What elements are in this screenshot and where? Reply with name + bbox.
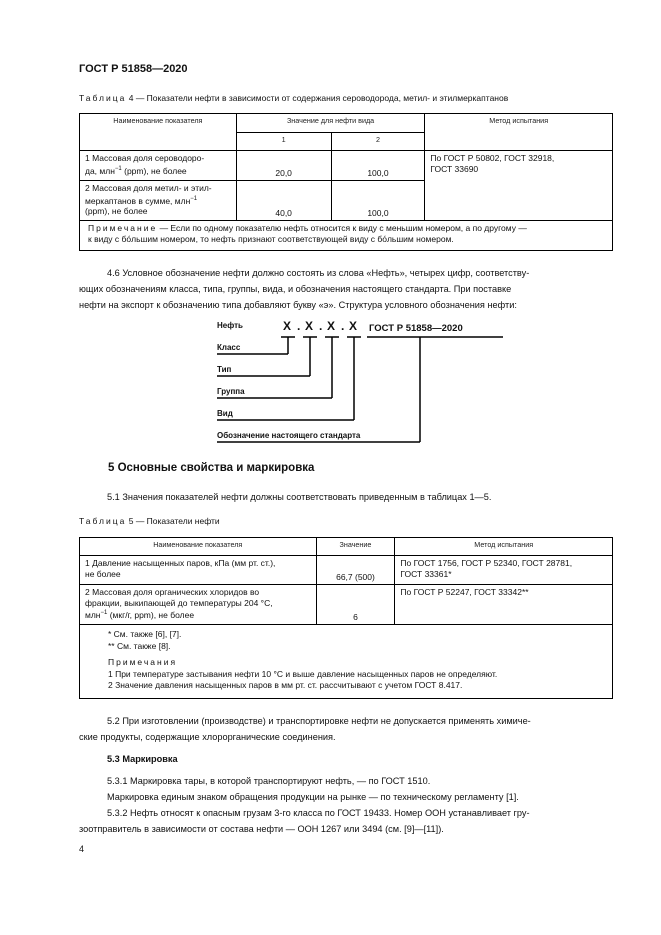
diagram-code-dot-3: . (341, 319, 345, 333)
diagram-standard: ГОСТ Р 51858—2020 (369, 323, 463, 334)
table4-row1-value1: 20,0 (236, 151, 331, 181)
table5-caption-text: — Показатели нефти (135, 516, 220, 526)
table5-footnote-1: * См. также [6], [7]. (108, 629, 182, 639)
diagram-code-2: X (305, 319, 314, 333)
table4-row1-value2: 100,0 (331, 151, 425, 181)
table5-notes-label: Примечания (108, 657, 178, 667)
table4-caption (79, 93, 508, 103)
table5-row1-name: 1 Давление насыщенных паров, кПа (мм рт. ст.), не более (80, 556, 317, 585)
designation-diagram (215, 318, 535, 448)
table4-caption-num: 4 (128, 93, 134, 103)
table5-row2-value: 6 (316, 585, 395, 625)
table4-note-row (80, 221, 613, 251)
table5-header-method: Метод испытания (395, 538, 613, 556)
table4-caption-label: Таблица (79, 93, 127, 103)
table4-header-value: Значение для нефти вида (236, 114, 425, 133)
table5-row2-name: 2 Массовая доля органических хлоридов во фракции, выкипающей до температуры 204 °С, млн$^{-1}$ (мкг/г, ppm), не более (80, 585, 317, 625)
table5-footnote-2: ** См. также [8]. (108, 640, 171, 651)
diagram-label-standard: Обозначение настоящего стандарта (217, 431, 361, 440)
table4-row2-name: 2 Массовая доля метил- и этил- меркаптанов в сумме, млн$^{-1}$ (ppm), не более (80, 181, 237, 221)
diagram-code-4: X (349, 319, 358, 333)
diagram-lines (215, 318, 535, 448)
table5-note-1: 1 При температуре застывания нефти 10 °С и выше давление насыщенных паров не определяют. (108, 668, 498, 679)
table-row (80, 585, 613, 625)
table4-row2-value1: 40,0 (236, 181, 331, 221)
paragraph-5-3: 5.3.1 Маркировка тары, в которой транспортируют нефть, — по ГОСТ 1510. Маркировка единым знаком обращения продукции на рынке — по техническому регламенту [1]. 5.3.2 Нефть относят к опасным грузам 3-го класса по ГОСТ 19433. Номер ООН устанавливает гру- зоотправитель в зависимости от состава нефти — ООН 1267 или 3494 (см. [9]—[11]). (79, 776, 530, 834)
table5-notes-row (80, 625, 613, 699)
paragraph-5-1: 5.1 Значения показателей нефти должны соответствовать приведенным в таблицах 1—5. (107, 492, 492, 502)
table4-note-label: Примечание (88, 223, 158, 233)
paragraph-5-2: 5.2 При изготовлении (производстве) и транспортировке нефти не допускается применять химиче- ские продукты, содержащие хлорорганические соединения. (79, 716, 531, 742)
table5-caption-num: 5 (128, 516, 134, 526)
table4-header-method: Метод испытания (425, 114, 613, 151)
table5-row1-value: 66,7 (500) (316, 556, 395, 585)
table5-caption (79, 516, 220, 526)
section-5-title: 5 Основные свойства и маркировка (108, 462, 315, 474)
table5-row1-method: По ГОСТ 1756, ГОСТ Р 52340, ГОСТ 28781, ГОСТ 33361* (395, 556, 613, 585)
diagram-code-1: X (283, 319, 292, 333)
document-header: ГОСТ Р 51858—2020 (79, 63, 188, 75)
table5-row2-method: По ГОСТ Р 52247, ГОСТ 33342** (395, 585, 613, 625)
table-4 (79, 113, 613, 251)
table4-note: Примечание — Если по одному показателю нефть относится к виду с меньшим номером, а по другому — к виду с бо́льшим номером, то нефть признают соответствующей виду с бо́льшим номером. (80, 221, 613, 251)
table5-notes (80, 625, 613, 699)
table-5 (79, 537, 613, 699)
diagram-label-group: Группа (217, 387, 245, 396)
table4-subheader-1: 1 (236, 133, 331, 151)
table4-method: По ГОСТ Р 50802, ГОСТ 32918, ГОСТ 33690 (425, 151, 613, 221)
diagram-code-3: X (327, 319, 336, 333)
diagram-code-dot-1: . (297, 319, 301, 333)
table5-note-2: 2 Значение давления насыщенных паров в мм рт. ст. рассчитывают с учетом ГОСТ 8.417. (108, 680, 463, 690)
diagram-word: Нефть (217, 321, 243, 330)
table-row (80, 151, 613, 181)
table5-caption-label: Таблица (79, 516, 127, 526)
table4-header-name: Наименование показателя (80, 114, 237, 151)
paragraph-4-6: 4.6 Условное обозначение нефти должно состоять из слова «Нефть», четырех цифр, соответству- ющих обозначениям класса, типа, группы, вида, и обозначения настоящего стандарта. При поставке нефти на экспорт к обозначению типа добавляют букву «э». Структура условного обозначения нефти: (79, 268, 530, 310)
table4-row1-name: 1 Массовая доля сероводоро- да, млн$^{-1}$ (ppm), не более (80, 151, 237, 181)
table-row (80, 556, 613, 585)
table4-row2-value2: 100,0 (331, 181, 425, 221)
diagram-label-kind: Вид (217, 409, 233, 418)
section-5-3-title: 5.3 Маркировка (107, 754, 178, 764)
table5-header-name: Наименование показателя (80, 538, 317, 556)
table4-subheader-2: 2 (331, 133, 425, 151)
page-number: 4 (79, 844, 85, 854)
diagram-code-dot-2: . (319, 319, 323, 333)
diagram-label-class: Класс (217, 343, 241, 352)
table4-caption-text: — Показатели нефти в зависимости от содержания сероводорода, метил- и этилмеркаптанов (135, 93, 509, 103)
diagram-label-type: Тип (217, 365, 232, 374)
table5-header-value: Значение (316, 538, 395, 556)
